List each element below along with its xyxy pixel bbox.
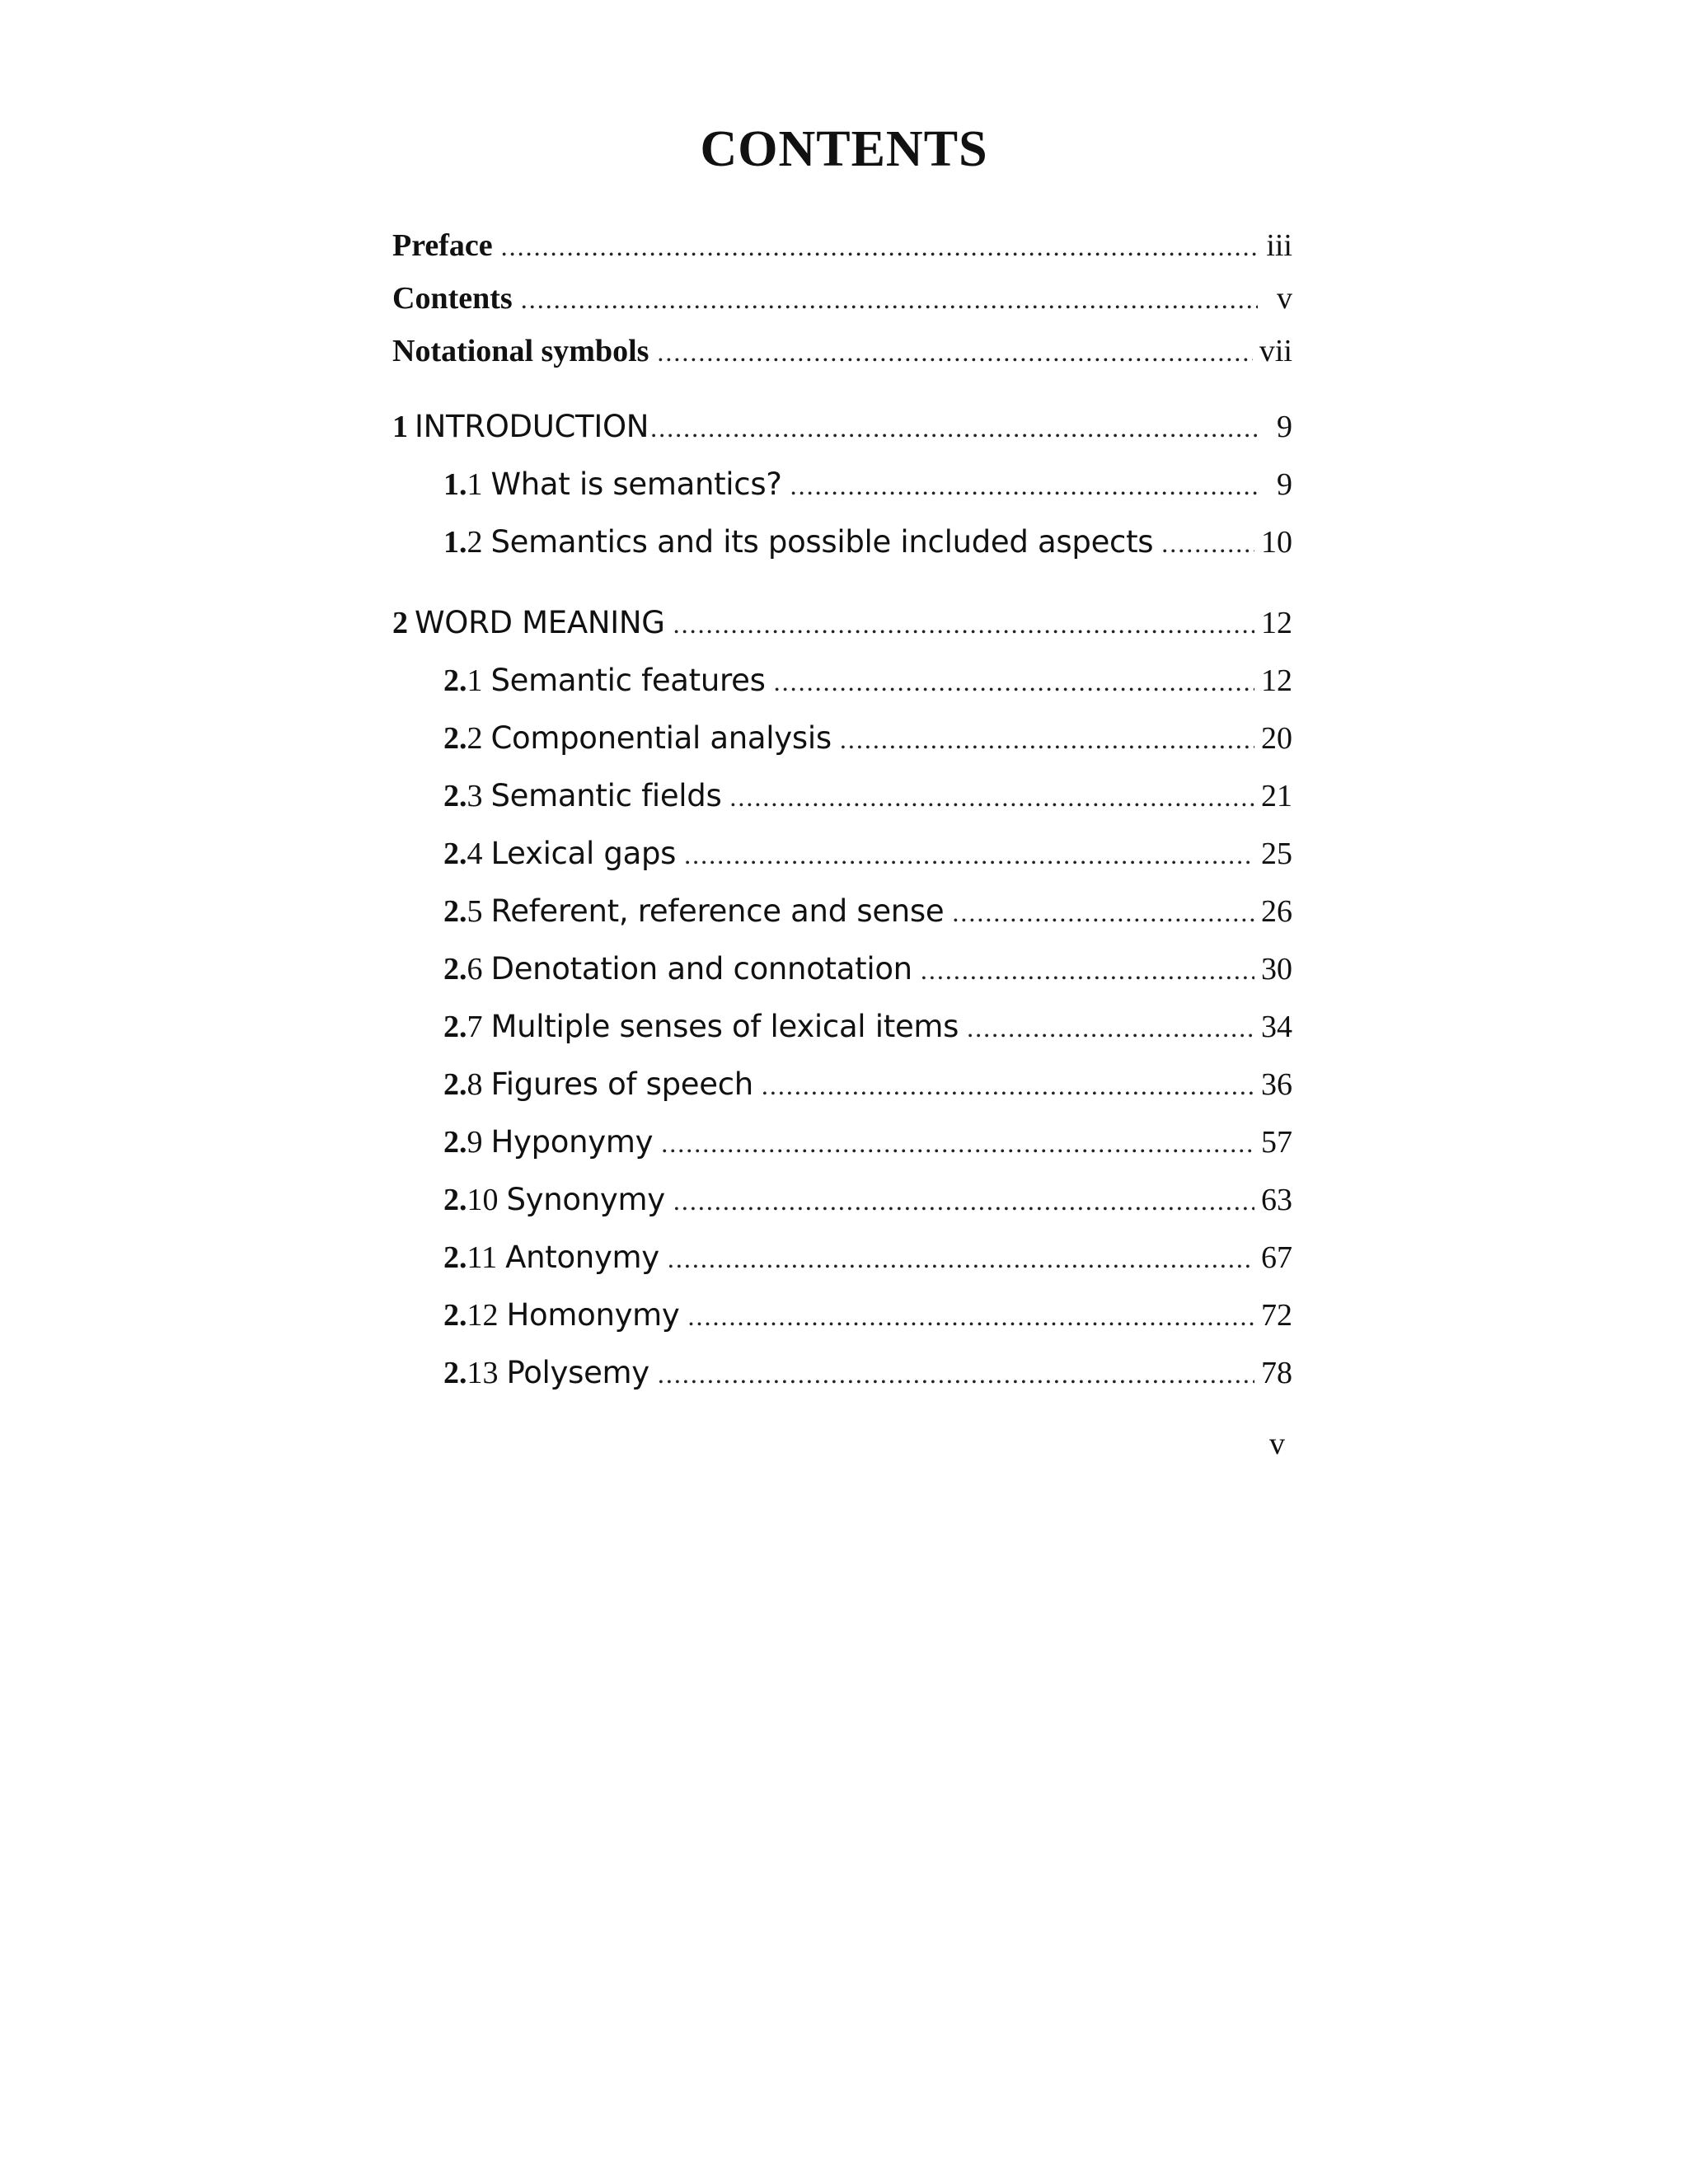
toc-section-2-8[interactable] [443,1066,1292,1103]
section-chapter-prefix: 2. [443,952,467,987]
page-number: 34 [1261,1010,1292,1044]
page-number: 72 [1261,1298,1292,1333]
toc-section-2-6[interactable] [443,951,1292,987]
dot-leader [790,471,1258,501]
page-number: 9 [1277,410,1292,444]
section-title: Polysemy [506,1355,649,1390]
section-title: Lexical gaps [490,836,677,871]
toc-section-2-2[interactable] [443,720,1292,757]
section-title: Semantic features [490,663,766,698]
section-number: 2 [467,721,483,756]
dot-leader [658,1359,1254,1390]
page-number: 20 [1261,721,1292,756]
entry-label: Contents [392,281,513,316]
section-title: Referent, reference and sense [490,893,945,929]
page-number: 21 [1261,779,1292,813]
toc-section-1-2[interactable] [443,524,1292,560]
page-number: 67 [1261,1240,1292,1275]
page-number: 10 [1261,525,1292,560]
section-number: 11 [467,1240,498,1275]
toc-entry-notational-symbols[interactable] [392,333,1292,369]
page-number: 36 [1261,1067,1292,1102]
entry-label: Notational symbols [392,334,649,368]
toc-entry-contents[interactable] [392,280,1292,316]
dot-leader [673,609,1254,640]
section-number: 3 [467,779,483,813]
section-title: Multiple senses of lexical items [490,1009,959,1044]
page-number: iii [1266,228,1292,263]
page-number: 26 [1261,894,1292,929]
section-chapter-prefix: 1. [443,467,467,502]
dot-leader [774,667,1254,697]
section-title: Hyponymy [490,1124,654,1160]
section-number: 10 [467,1183,499,1217]
section-title: Antonymy [505,1240,659,1275]
toc-section-2-11[interactable] [443,1240,1292,1276]
section-chapter-prefix: 2. [443,1125,467,1160]
page-number: vii [1259,334,1292,368]
toc-section-2-13[interactable] [443,1355,1292,1391]
toc-entry-preface[interactable] [392,227,1292,264]
section-chapter-prefix: 2. [443,894,467,929]
toc-section-2-3[interactable] [443,778,1292,814]
toc-section-1-1[interactable] [443,466,1292,503]
dot-leader [501,232,1258,262]
toc-section-2-10[interactable] [443,1182,1292,1218]
section-title: Figures of speech [490,1066,753,1102]
dot-leader [921,955,1254,986]
section-title: Semantic fields [490,778,722,813]
toc-section-2-1[interactable] [443,663,1292,699]
page-number: 25 [1261,837,1292,871]
dot-leader [840,724,1254,755]
page-number: 57 [1261,1125,1292,1160]
section-number: 13 [467,1356,499,1390]
dot-leader [729,782,1254,813]
section-number: 4 [467,837,483,871]
section-chapter-prefix: 2. [443,1067,467,1102]
page-number: 30 [1261,952,1292,987]
dot-leader [688,1301,1254,1332]
chapter-title: INTRODUCTION [415,409,649,444]
section-chapter-prefix: 2. [443,1010,467,1044]
chapter-number: 1 [392,410,408,444]
section-number: 5 [467,894,483,929]
dot-leader [1161,528,1254,559]
section-title: Denotation and connotation [490,951,912,987]
toc-section-2-9[interactable] [443,1124,1292,1160]
page-number: 78 [1261,1356,1292,1390]
section-chapter-prefix: 2. [443,1356,467,1390]
toc-section-2-12[interactable] [443,1297,1292,1333]
dot-leader [521,284,1258,315]
section-title: Synonymy [506,1182,665,1217]
section-number: 2 [467,525,483,560]
folio-page-number: v [1269,1427,1285,1461]
chapter-title: WORD MEANING [415,605,665,640]
section-number: 8 [467,1067,483,1102]
entry-label: Preface [392,228,493,263]
toc-chapter-2[interactable] [392,605,1292,641]
section-chapter-prefix: 2. [443,721,467,756]
toc-section-2-7[interactable] [443,1009,1292,1045]
section-number: 1 [467,663,483,698]
section-chapter-prefix: 2. [443,779,467,813]
dot-leader [952,898,1254,928]
toc-section-2-4[interactable] [443,836,1292,872]
section-number: 12 [467,1298,499,1333]
page-number: 12 [1261,663,1292,698]
page-number: v [1277,281,1292,316]
page-title: CONTENTS [700,121,988,177]
section-chapter-prefix: 2. [443,837,467,871]
dot-leader [668,1244,1254,1274]
toc-section-2-5[interactable] [443,893,1292,930]
dot-leader [762,1071,1254,1101]
section-number: 7 [467,1010,483,1044]
section-chapter-prefix: 2. [443,663,467,698]
dot-leader [967,1013,1254,1043]
toc-chapter-1[interactable] [392,409,1292,445]
dot-leader [684,840,1254,870]
dot-leader [673,1186,1254,1216]
section-chapter-prefix: 2. [443,1183,467,1217]
section-title: Semantics and its possible included aspects [490,524,1154,560]
page-number: 9 [1277,467,1292,502]
section-title: Homonymy [506,1297,680,1333]
section-title: Componential analysis [490,720,832,756]
section-number: 1 [467,467,483,502]
section-number: 6 [467,952,483,987]
page-number: 12 [1261,606,1292,640]
chapter-number: 2 [392,606,408,640]
page-number: 63 [1261,1183,1292,1217]
section-chapter-prefix: 2. [443,1298,467,1333]
dot-leader [657,337,1252,368]
section-chapter-prefix: 2. [443,1240,467,1275]
section-number: 9 [467,1125,483,1160]
section-title: What is semantics? [490,466,782,502]
dot-leader [650,413,1258,443]
section-chapter-prefix: 1. [443,525,467,560]
dot-leader [661,1128,1254,1159]
